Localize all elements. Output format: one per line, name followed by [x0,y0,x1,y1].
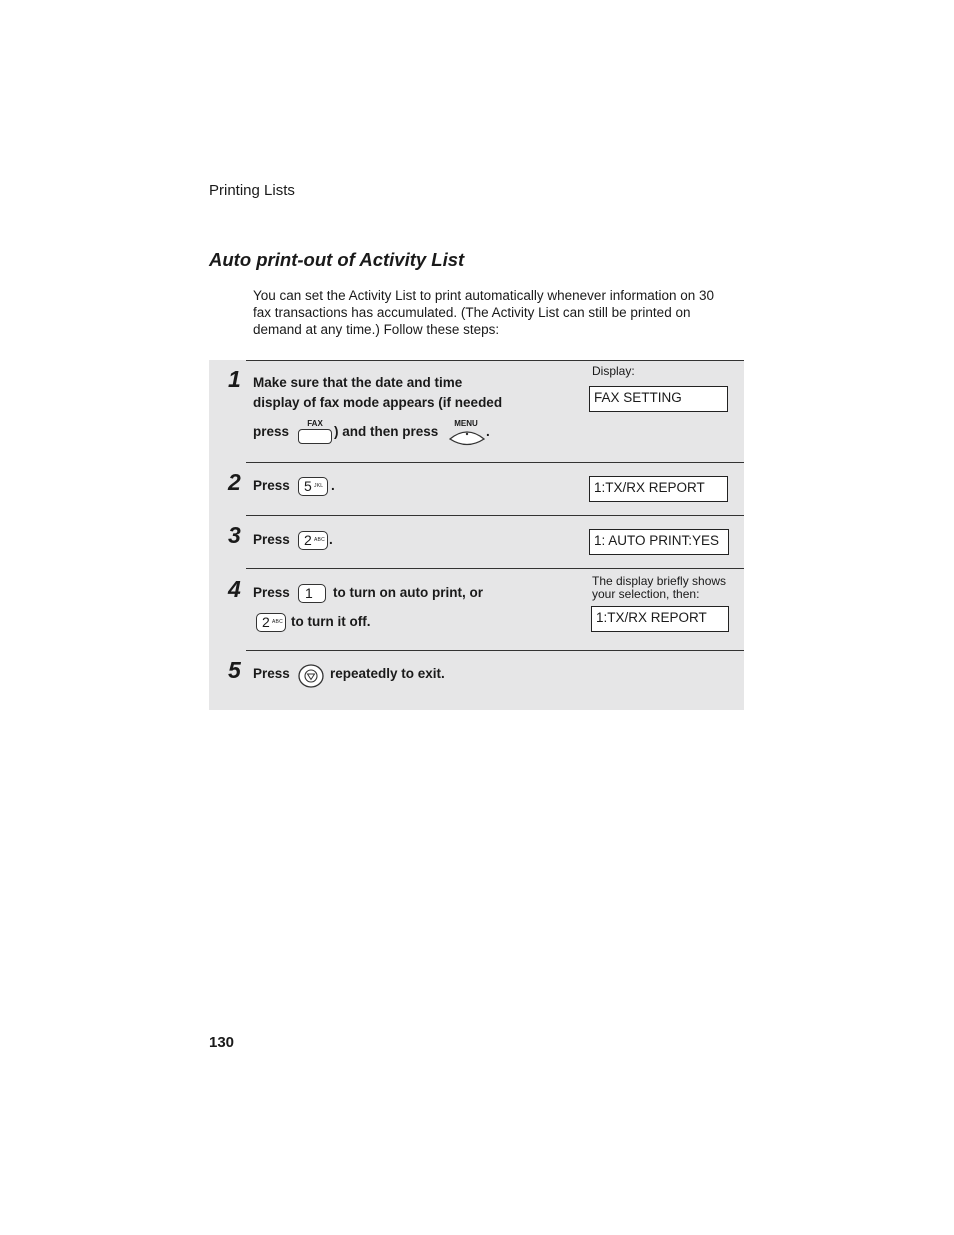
fax-key-label: FAX [307,419,323,428]
key-2-button[interactable] [298,531,328,550]
step-4-text-on: to turn on auto print, or [333,585,483,600]
step-2-period: . [331,478,335,493]
intro-paragraph: You can set the Activity List to print automatically whenever information on 30 fax transactions has accumulated. (The Activity List can still be printed on demand at any time.) Follow these steps: [253,288,715,337]
step-1-line3-then: ) and then press [334,424,439,439]
section-title: Auto print-out of Activity List [209,249,465,270]
step-divider [246,650,744,651]
step-number-3: 3 [228,522,241,548]
step-3-press: Press [253,532,290,547]
fax-key-icon [298,429,332,444]
menu-key[interactable] [448,419,486,447]
display-label: Display: [592,364,635,378]
key-5-icon: 5 JKL [298,477,328,496]
step-1-period: . [486,424,490,439]
display-note: The display briefly shows your selection, then: [592,574,727,601]
step-number-5: 5 [228,657,241,683]
step-3-period: . [329,532,333,547]
step-divider [246,568,744,569]
stop-icon [298,664,324,688]
page-number: 130 [209,1034,235,1051]
step-number-4: 4 [228,576,241,602]
step-divider [246,462,744,463]
key-1-button[interactable] [298,584,326,603]
fax-key[interactable] [298,419,332,445]
lcd-display-1: FAX SETTING [589,386,728,412]
step-number-1: 1 [228,366,241,392]
stop-button[interactable] [298,664,324,693]
lcd-display-2: 1:TX/RX REPORT [589,476,728,502]
key-1-icon: 1 [298,584,326,603]
key-2-button[interactable] [256,613,286,632]
step-1-line1: Make sure that the date and time [253,375,463,390]
menu-key-icon [448,428,486,446]
step-divider [246,360,744,361]
key-2-icon: 2 ABC [256,613,286,632]
menu-key-label: MENU [454,419,478,428]
step-number-2: 2 [228,469,241,495]
key-2-icon: 2 ABC [298,531,328,550]
step-1-line2: display of fax mode appears (if needed [253,395,503,410]
step-1-line3-press: press [253,424,290,439]
step-5-press: Press [253,666,290,681]
step-2-press: Press [253,478,290,493]
lcd-display-3: 1: AUTO PRINT:YES [589,529,729,555]
lcd-display-4: 1:TX/RX REPORT [591,606,729,632]
step-5-text: repeatedly to exit. [330,666,445,681]
step-divider [246,515,744,516]
key-5-button[interactable] [298,477,328,496]
step-4-press: Press [253,585,290,600]
step-4-text-off: to turn it off. [291,614,371,629]
page-header: Printing Lists [209,182,295,199]
